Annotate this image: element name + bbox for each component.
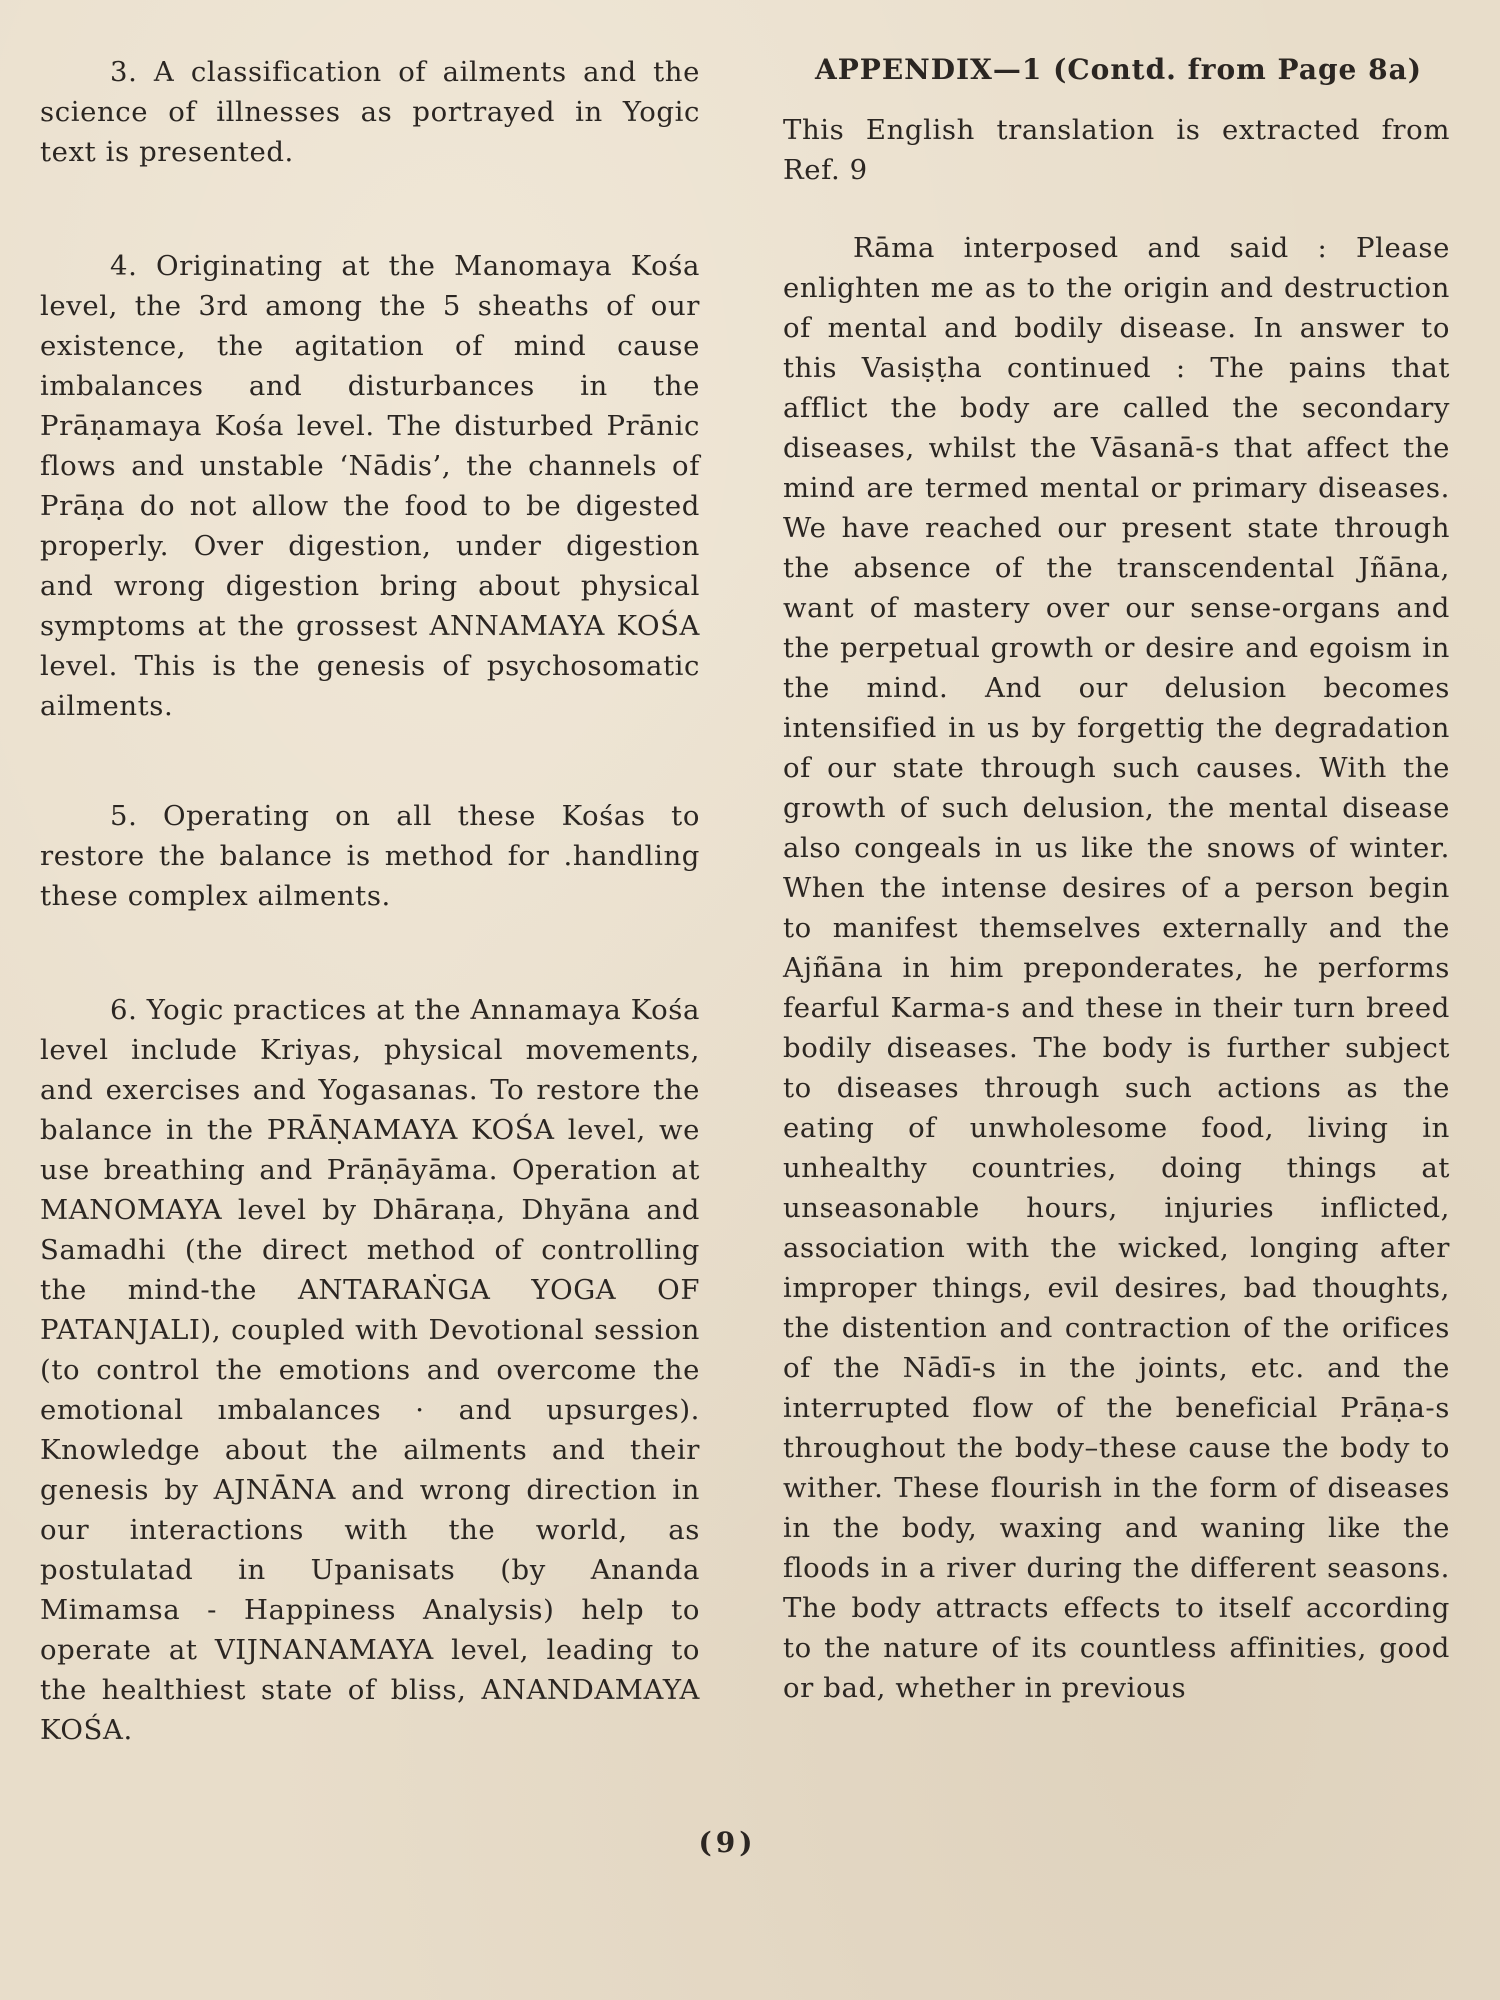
- paragraph-item-4: 4. Originating at the Manomaya Kośa level, the 3rd among the 5 sheaths of our existence, the agitation of mind cause imbalances and disturbances in the Prāṇamaya Kośa level. The disturbed Prānic flows and unstable ‘Nādis’, the channels of Prāṇa do not allow the food to be digested properly. Over digestion, under digestion and wrong digestion bring about physical symptoms at the grossest ANNAMAYA KOŚA level. This is the genesis of psychosomatic ailments.: [40, 250, 700, 722]
- appendix-heading: APPENDIX—1 (Contd. from Page 8a): [815, 53, 1422, 86]
- paragraph-item-3: 3. A classification of ailments and the science of illnesses as portrayed in Yogic text is presented.: [40, 56, 700, 168]
- paragraph-item-6: 6. Yogic practices at the Annamaya Kośa level include Kriyas, physical movements, and exercises and Yogasanas. To restore the balance in the PRĀṆAMAYA KOŚA level, we use breathing and Prāṇāyāma. Operation at MANOMAYA level by Dhāraṇa, Dhyāna and Samadhi (the direct method of controlling the mind-the ANTARAṄGA YOGA OF PATANJALI), coupled with Devotional session (to control the emotions and overcome the emotional ımbalances · and upsurges). Knowledge about the ailments and their genesis by AJNĀNA and wrong direction in our interactions with the world, as postulatad in Upanisats (by Ananda Mimamsa - Happiness Analysis) help to operate at VIJNANAMAYA level, leading to the healthiest state of bliss, ANANDAMAYA KOŚA.: [40, 994, 700, 1746]
- appendix-intro: This English translation is extracted from Ref. 9: [783, 114, 1450, 186]
- paragraph-item-5: 5. Operating on all these Kośas to restore the balance is method for .handling these complex ailments.: [40, 800, 700, 912]
- page-number: (9): [698, 1826, 757, 1859]
- appendix-body: Rāma interposed and said : Please enlighten me as to the origin and destruction of mental and bodily disease. In answer to this Vasiṣṭha continued : The pains that afflict the body are called the secondary diseases, whilst the Vāsanā-s that affect the mind are termed mental or primary diseases. We have reached our present state through the absence of the transcendental Jñāna, want of mastery over our sense-organs and the perpetual growth or desire and egoism in the mind. And our delusion becomes intensified in us by forgettig the degradation of our state through such causes. With the growth of such delusion, the mental disease also congeals in us like the snows of winter. When the intense desires of a person begin to manifest themselves externally and the Ajñāna in him preponderates, he performs fearful Karma-s and these in their turn breed bodily diseases. The body is further subject to diseases through such actions as the eating of unwholesome food, living in unhealthy countries, doing things at unseasonable hours, injuries inflicted, association with the wicked, longing after improper things, evil desires, bad thoughts, the distention and contraction of the orifices of the Nādī-s in the joints, etc. and the interrupted flow of the beneficial Prāṇa-s throughout the body–these cause the body to wither. These flourish in the form of diseases in the body, waxing and waning like the floods in a river during the different seasons. The body attracts effects to itself according to the nature of its countless affinities, good or bad, whether in previous: [783, 232, 1450, 1704]
